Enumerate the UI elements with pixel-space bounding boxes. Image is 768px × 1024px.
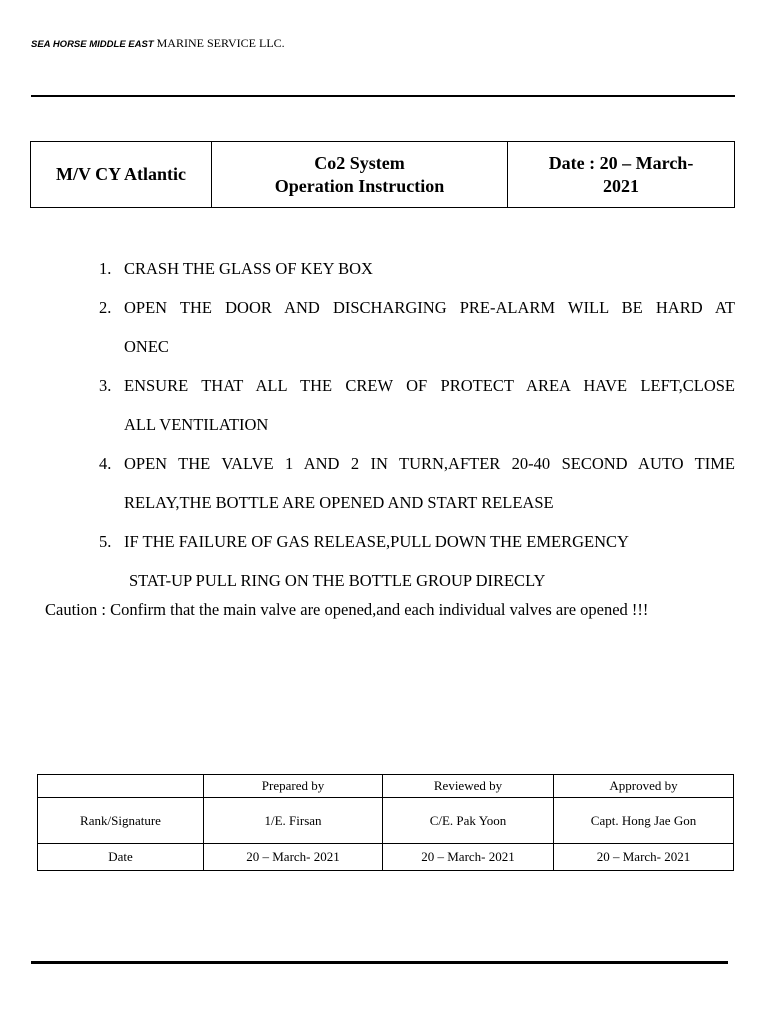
prepared-date: 20 – March- 2021 <box>204 844 383 871</box>
instruction-steps <box>96 249 735 600</box>
caution-note: Caution : Confirm that the main valve are opened,and each individual valves are opened !!! <box>45 600 649 619</box>
top-divider <box>31 95 735 97</box>
step-item <box>96 444 735 522</box>
company-name-rest: MARINE SERVICE LLC. <box>156 36 285 50</box>
document-title <box>212 142 508 208</box>
step-text: OPEN THE VALVE 1 AND 2 IN TURN,AFTER 20-40 SECOND AUTO TIME <box>124 454 735 473</box>
signoff-header-row <box>38 775 734 798</box>
approved-by-name: Capt. Hong Jae Gon <box>554 798 734 844</box>
step-text-continued: RELAY,THE BOTTLE ARE OPENED AND START RELEASE <box>124 493 554 512</box>
instruction-title: Operation Instruction <box>274 175 445 196</box>
step-item <box>96 366 735 444</box>
step-number: 5. <box>99 532 112 551</box>
step-text-continued: ALL VENTILATION <box>124 415 269 434</box>
date-label: Date <box>38 844 204 871</box>
step-number: 4. <box>99 454 112 473</box>
document-date <box>508 142 735 208</box>
rank-signature-label: Rank/Signature <box>38 798 204 844</box>
company-name-bold: SEA HORSE MIDDLE EAST <box>31 39 154 50</box>
reviewed-by-name: C/E. Pak Yoon <box>383 798 554 844</box>
step-text: CRASH THE GLASS OF KEY BOX <box>124 259 373 278</box>
approved-by-header: Approved by <box>554 775 734 798</box>
step-text: OPEN THE DOOR AND DISCHARGING PRE-ALARM WILL BE HARD AT <box>124 298 735 317</box>
step-number: 1. <box>99 259 112 278</box>
step-text-continued: ONEC <box>124 337 169 356</box>
date-line-1: Date : 20 – March- <box>548 152 694 173</box>
prepared-by-header: Prepared by <box>204 775 383 798</box>
step-text: IF THE FAILURE OF GAS RELEASE,PULL DOWN THE EMERGENCY <box>124 532 629 551</box>
approved-date: 20 – March- 2021 <box>554 844 734 871</box>
step-number: 3. <box>99 376 112 395</box>
signoff-corner-cell <box>38 775 204 798</box>
step-item <box>96 249 735 288</box>
bottom-divider <box>31 961 728 964</box>
step-item <box>96 288 735 366</box>
system-name: Co2 System <box>314 152 405 173</box>
prepared-by-name: 1/E. Firsan <box>204 798 383 844</box>
vessel-name: M/V CY Atlantic <box>31 142 212 208</box>
company-header <box>31 36 285 51</box>
step-number: 2. <box>99 298 112 317</box>
reviewed-date: 20 – March- 2021 <box>383 844 554 871</box>
signoff-date-row <box>38 844 734 871</box>
signoff-table <box>37 774 734 871</box>
step-text: ENSURE THAT ALL THE CREW OF PROTECT AREA HAVE LEFT,CLOSE <box>124 376 735 395</box>
signoff-rank-row <box>38 798 734 844</box>
step-item <box>96 522 735 600</box>
date-line-2: 2021 <box>603 175 639 196</box>
step-text-continued: STAT-UP PULL RING ON THE BOTTLE GROUP DIRECLY <box>129 571 546 590</box>
title-block <box>30 141 735 208</box>
reviewed-by-header: Reviewed by <box>383 775 554 798</box>
